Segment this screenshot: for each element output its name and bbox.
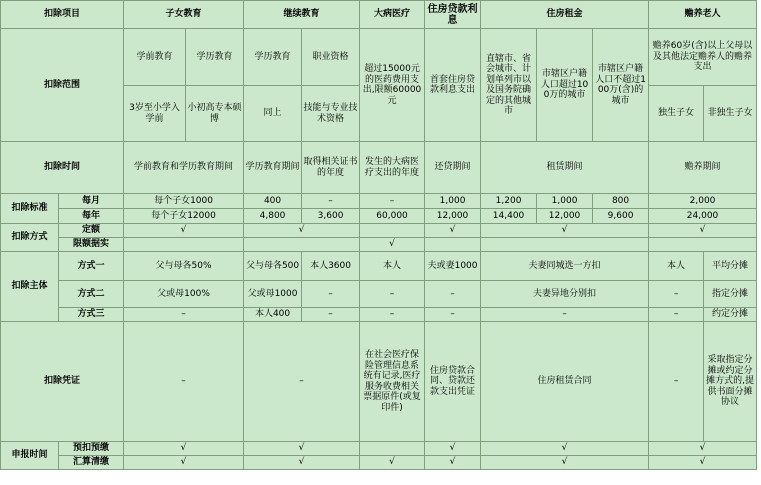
time-continuing-cert: 取得相关证书的年度 [302, 142, 360, 194]
report-prepay-medical [360, 442, 425, 456]
subject-way1-children: 父与母各50% [124, 252, 244, 281]
proof-label: 扣除凭证 [1, 322, 124, 442]
scope-housing-loan: 首套住房贷款利息支出 [425, 29, 481, 142]
report-prepay-rent: √ [481, 442, 649, 456]
proof-medical: 在社会医疗保险管理信息系统有记录,医疗服务收费相关票据原件(或复印件) [360, 322, 425, 442]
time-elderly: 赡养期间 [649, 142, 757, 194]
subject-way2-elderly-only: – [649, 281, 704, 308]
report-prepay-children: √ [124, 442, 244, 456]
subject-way1-elderly-only: 本人 [649, 252, 704, 281]
report-settle-elderly: √ [649, 456, 757, 470]
subject-way3-label: 方式三 [59, 308, 124, 322]
scope-continuing-skills: 技能与专业技术资格 [302, 86, 360, 142]
time-label: 扣除时间 [1, 142, 124, 194]
subject-way2-elderly-non-only: 指定分摊 [704, 281, 757, 308]
subject-way2-label: 方式二 [59, 281, 124, 308]
standard-monthly-loan: 1,000 [425, 194, 481, 209]
method-actual-continuing [244, 238, 360, 252]
scope-medical: 超过15000元的医药费用支出,限额60000元 [360, 29, 425, 142]
method-actual-medical: √ [360, 238, 425, 252]
standard-monthly-label: 每月 [59, 194, 124, 209]
standard-yearly-medical: 60,000 [360, 209, 425, 224]
subject-way3-children: – [124, 308, 244, 322]
subject-way3-continuing-academic: 本人400 [244, 308, 302, 322]
report-settle-loan: √ [425, 456, 481, 470]
scope-children-academic-levels: 小初高专本硕博 [186, 86, 244, 142]
subject-way3-rent: – [481, 308, 649, 322]
standard-yearly-elderly: 24,000 [649, 209, 757, 224]
report-settle-continuing: √ [244, 456, 360, 470]
subject-way2-continuing-cert: – [302, 281, 360, 308]
subject-way2-children: 父或母100% [124, 281, 244, 308]
method-label: 扣除方式 [1, 224, 59, 252]
subject-way3-loan: – [425, 308, 481, 322]
method-fixed-elderly: √ [649, 224, 757, 238]
scope-continuing-academic: 学历教育 [244, 29, 302, 86]
method-fixed-medical [360, 224, 425, 238]
header-children-education: 子女教育 [124, 1, 244, 29]
report-settle-label: 汇算清缴 [59, 456, 124, 470]
subject-way2-rent: 夫妻异地分别扣 [481, 281, 649, 308]
subject-way2-continuing-academic: 父或母1000 [244, 281, 302, 308]
time-medical: 发生的大病医疗支出的年度 [360, 142, 425, 194]
standard-yearly-children: 每个子女12000 [124, 209, 244, 224]
header-item: 扣除项目 [1, 1, 124, 29]
scope-elderly: 赡养60岁(含)以上父母以及其他法定赡养人的赡养支出 [649, 29, 757, 86]
method-actual-loan [425, 238, 481, 252]
scope-children-academic: 学历教育 [186, 29, 244, 86]
proof-children: – [124, 322, 244, 442]
method-fixed-children: √ [124, 224, 244, 238]
subject-way2-medical: – [360, 281, 425, 308]
method-fixed-label: 定额 [59, 224, 124, 238]
scope-rent-small-city: 市辖区户籍人口不超过100万(含)的城市 [593, 29, 649, 142]
standard-monthly-continuing-academic: 400 [244, 194, 302, 209]
header-continuing-education: 继续教育 [244, 1, 360, 29]
proof-housing-loan: 住房贷款合同、贷款还款支出凭证 [425, 322, 481, 442]
method-actual-children [124, 238, 244, 252]
scope-rent-large-city: 市辖区户籍人口超过100万的城市 [537, 29, 593, 142]
standard-monthly-rent-major: 1,200 [481, 194, 537, 209]
subject-way1-continuing-cert: 本人3600 [302, 252, 360, 281]
method-fixed-rent: √ [481, 224, 649, 238]
standard-monthly-continuing-cert: – [302, 194, 360, 209]
method-actual-label: 限额据实 [59, 238, 124, 252]
scope-continuing-qualification: 职业资格 [302, 29, 360, 86]
subject-way1-continuing-academic: 父与母各500 [244, 252, 302, 281]
header-housing-loan: 住房贷款利息 [425, 1, 481, 29]
scope-children-preschool: 学前教育 [124, 29, 186, 86]
method-fixed-continuing: √ [244, 224, 360, 238]
subject-way2-loan: – [425, 281, 481, 308]
header-serious-illness: 大病医疗 [360, 1, 425, 29]
header-elderly-support: 赡养老人 [649, 1, 757, 29]
subject-way3-medical: – [360, 308, 425, 322]
subject-label: 扣除主体 [1, 252, 59, 322]
standard-monthly-rent-small: 800 [593, 194, 649, 209]
report-settle-medical: √ [360, 456, 425, 470]
standard-yearly-continuing-academic: 4,800 [244, 209, 302, 224]
report-prepay-label: 预扣预缴 [59, 442, 124, 456]
report-prepay-loan: √ [425, 442, 481, 456]
report-settle-children: √ [124, 456, 244, 470]
standard-monthly-elderly: 2,000 [649, 194, 757, 209]
standard-yearly-rent-large: 12,000 [537, 209, 593, 224]
subject-way3-elderly-non-only: 约定分摊 [704, 308, 757, 322]
scope-continuing-same: 同上 [244, 86, 302, 142]
standard-label: 扣除标准 [1, 194, 59, 224]
scope-label: 扣除范围 [1, 29, 124, 142]
standard-monthly-children: 每个子女1000 [124, 194, 244, 209]
time-continuing-academic: 学历教育期间 [244, 142, 302, 194]
scope-children-preschool-age: 3岁至小学入学前 [124, 86, 186, 142]
report-settle-rent: √ [481, 456, 649, 470]
subject-way1-medical: 本人 [360, 252, 425, 281]
standard-yearly-rent-major: 14,400 [481, 209, 537, 224]
subject-way3-continuing-cert: – [302, 308, 360, 322]
scope-rent-major-city: 直辖市、省会城市、计划单列市以及国务院确定的其他城市 [481, 29, 537, 142]
proof-elderly-only: – [649, 322, 704, 442]
standard-monthly-rent-large: 1,000 [537, 194, 593, 209]
method-fixed-loan: √ [425, 224, 481, 238]
report-prepay-continuing: √ [244, 442, 360, 456]
method-actual-elderly [649, 238, 757, 252]
time-housing-loan: 还贷期间 [425, 142, 481, 194]
standard-yearly-loan: 12,000 [425, 209, 481, 224]
report-label: 申报时间 [1, 442, 59, 470]
subject-way3-elderly-only: – [649, 308, 704, 322]
subject-way1-rent: 夫妻同城选一方扣 [481, 252, 649, 281]
standard-yearly-rent-small: 9,600 [593, 209, 649, 224]
standard-monthly-medical: – [360, 194, 425, 209]
subject-way1-elderly-non-only: 平均分摊 [704, 252, 757, 281]
standard-yearly-label: 每年 [59, 209, 124, 224]
subject-way1-label: 方式一 [59, 252, 124, 281]
report-prepay-elderly: √ [649, 442, 757, 456]
time-children: 学前教育和学历教育期间 [124, 142, 244, 194]
proof-elderly-non-only: 采取指定分摊或约定分摊方式的,提供书面分摊协议 [704, 322, 757, 442]
proof-continuing: – [244, 322, 360, 442]
time-rent: 租赁期间 [481, 142, 649, 194]
scope-elderly-non-only-child: 非独生子女 [704, 86, 757, 142]
proof-rent: 住房租赁合同 [481, 322, 649, 442]
header-housing-rent: 住房租金 [481, 1, 649, 29]
method-actual-rent [481, 238, 649, 252]
standard-yearly-continuing-cert: 3,600 [302, 209, 360, 224]
scope-elderly-only-child: 独生子女 [649, 86, 704, 142]
subject-way1-loan: 夫或妻1000 [425, 252, 481, 281]
